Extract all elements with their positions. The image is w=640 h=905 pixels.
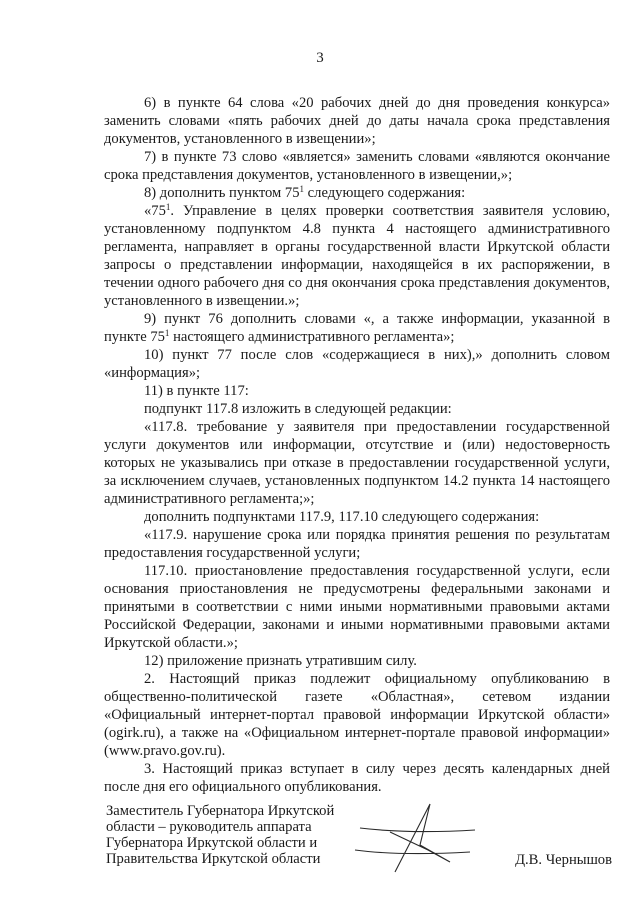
paragraph-subitem-117-10: 117.10. приостановление предоставления государственной услуги, если основания приостановления не предусмотрены федеральными законами и принятыми в соответствии с ними иными нормативными правовыми актами Российской Федерации, законами и иными нормативными правовыми актами Иркутской области.»;	[104, 563, 610, 651]
paragraph-section-2: 2. Настоящий приказ подлежит официальному опубликованию в общественно-политической газете «Областная», сетевом издании «Официальный интернет-портал правовой информации Иркутской области» (ogirk.ru), а также на «Официальном интернет-портале правовой информации» (www.pravo.gov.ru).	[104, 671, 610, 759]
signatory-title-line: Губернатора Иркутской области и	[106, 835, 318, 851]
page-number: 3	[316, 50, 324, 66]
paragraph-item-6: 6) в пункте 64 слова «20 рабочих дней до дня проведения конкурса» заменить словами «пять рабочих дней до даты начала срока представления документов, установленного в извещении»;	[104, 95, 610, 147]
handwritten-signature	[300, 800, 480, 880]
signatory-title-line: области – руководитель аппарата	[106, 819, 312, 835]
paragraph-item-75-1: «$75^1$. Управление в целях проверки соответствия заявителя условию, установленному подпунктом 4.8 пункта 4 настоящего административного регламента, направляет в органы государственной власти Иркутской области запросы о представлении информации, находящейся в их распоряжении, в течении одного рабочего дня со дня окончания срока представления документов, установленного в извещении.»;	[104, 202, 610, 309]
paragraph-item-10: 10) пункт 77 после слов «содержащиеся в них),» дополнить словом «информация»;	[104, 347, 610, 381]
paragraph-item-12: 12) приложение признать утратившим силу.	[144, 653, 417, 669]
signatory-title-line: Правительства Иркутской области	[106, 851, 321, 867]
paragraph-subitem-117-8-intro: подпункт 117.8 изложить в следующей редакции:	[144, 401, 452, 417]
document-body	[104, 94, 610, 796]
paragraph-subitem-117-8: «117.8. требование у заявителя при предоставлении государственной услуги документов или информации, отсутствие и (или) недостоверность которых не указывались при отказе в предоставлении государственной услуги, за исключением случаев, установленных подпунктом 14.2 пункта 14 настоящего административного регламента;»;	[104, 419, 610, 507]
paragraph-item-11: 11) в пункте 117:	[144, 383, 249, 399]
signatory-name: Д.В. Чернышов	[515, 852, 612, 868]
signatory-title-line: Заместитель Губернатора Иркутской	[106, 803, 335, 819]
paragraph-item-8: 8) дополнить пунктом $75^1$ следующего содержания:	[144, 184, 466, 201]
paragraph-subitems-intro: дополнить подпунктами 117.9, 117.10 следующего содержания:	[144, 509, 540, 525]
paragraph-section-3: 3. Настоящий приказ вступает в силу через десять календарных дней после дня его официального опубликования.	[104, 761, 610, 795]
paragraph-item-9: 9) пункт 76 дополнить словами «, а также информации, указанной в пункте $75^1$ настоящего административного регламента»;	[104, 311, 610, 345]
paragraph-item-7: 7) в пункте 73 слово «является» заменить словами «являются окончание срока представления документов, установленного в извещении,»;	[104, 149, 610, 183]
paragraph-subitem-117-9: «117.9. нарушение срока или порядка принятия решения по результатам предоставления государственной услуги;	[104, 527, 610, 561]
